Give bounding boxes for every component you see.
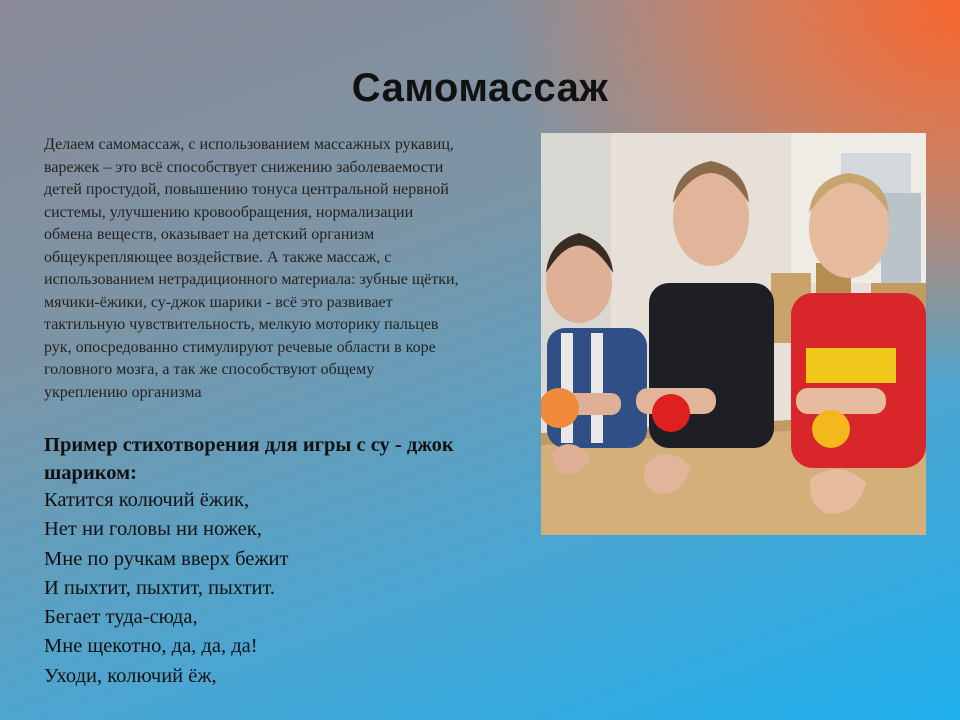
paragraph-line: детей простудой, повышению тонуса центральной нервной bbox=[44, 181, 449, 198]
paragraph-line: Делаем самомассаж, с использованием массажных рукавиц, bbox=[44, 136, 454, 153]
paragraph-line: обмена веществ, оказывает на детский организм bbox=[44, 226, 375, 243]
description-paragraph bbox=[44, 134, 540, 404]
paragraph-line: тактильную чувствительность, мелкую моторику пальцев bbox=[44, 316, 439, 333]
children-photo bbox=[541, 133, 926, 535]
poem-line: Нет ни головы ни ножек, bbox=[44, 518, 262, 541]
poem-line: И пыхтит, пыхтит, пыхтит. bbox=[44, 576, 276, 599]
poem-line: Мне щекотно, да, да, да! bbox=[44, 635, 258, 658]
paragraph-line: использованием нетрадиционного материала: зубные щётки, bbox=[44, 271, 459, 288]
children-photo-illustration bbox=[541, 133, 926, 535]
poem bbox=[44, 486, 524, 691]
poem-line: Уходи, колючий ёж, bbox=[44, 664, 217, 687]
slide-title: Самомассаж bbox=[351, 66, 609, 110]
paragraph-line: системы, улучшению кровообращения, нормализации bbox=[44, 203, 414, 221]
paragraph-line: укреплению организма bbox=[44, 383, 202, 401]
poem-heading-line: шариком: bbox=[44, 462, 137, 484]
paragraph-line: варежек – это всё способствует снижению заболеваемости bbox=[44, 158, 444, 176]
paragraph-line: общеукрепляющее воздействие. А также массаж, с bbox=[44, 248, 392, 266]
poem-line: Катится колючий ёжик, bbox=[44, 489, 250, 511]
poem-heading bbox=[44, 431, 544, 487]
poem-line: Мне по ручкам вверх бежит bbox=[44, 547, 289, 570]
poem-line: Бегает туда-сюда, bbox=[44, 606, 198, 629]
paragraph-line: рук, опосредованно стимулируют речевые области в коре bbox=[44, 338, 436, 356]
paragraph-line: мячики-ёжики, су-джок шарики - всё это развивает bbox=[44, 293, 393, 311]
paragraph-line: головного мозга, а так же способствуют общему bbox=[44, 361, 375, 378]
poem-heading-line: Пример стихотворения для игры с су - джок bbox=[44, 434, 454, 456]
